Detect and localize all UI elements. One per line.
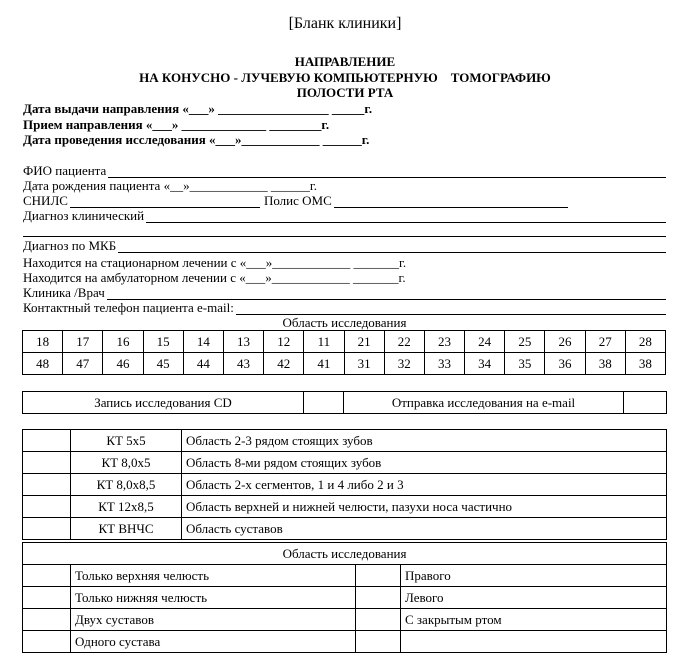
- mkb-diagnosis-label: Диагноз по МКБ: [23, 238, 117, 253]
- tooth-cell[interactable]: 12: [264, 331, 304, 353]
- area-left-label: Двух суставов: [71, 609, 356, 631]
- tooth-cell[interactable]: 43: [223, 353, 263, 375]
- ct-option-checkbox[interactable]: [23, 452, 71, 474]
- ct-option-checkbox[interactable]: [23, 430, 71, 452]
- contact-label: Контактный телефон пациента e-mail:: [23, 300, 234, 315]
- tooth-cell[interactable]: 25: [505, 331, 545, 353]
- ct-option-size: КТ 12х8,5: [71, 496, 182, 518]
- delivery-table: [22, 391, 667, 414]
- ct-option-size: КТ 8,0х5: [71, 452, 182, 474]
- clinical-diagnosis-label: Диагноз клинический: [23, 208, 145, 223]
- ct-option-checkbox[interactable]: [23, 496, 71, 518]
- tooth-cell[interactable]: 15: [143, 331, 183, 353]
- issue-date-line: Дата выдачи направления «___» _________________ _____г.: [23, 101, 373, 116]
- outpatient-label: Находится на амбулаторном лечении с «___»____________ _______г.: [23, 270, 406, 285]
- area-right-checkbox[interactable]: [356, 587, 401, 609]
- tooth-cell[interactable]: 34: [465, 353, 505, 375]
- mkb-diagnosis-field[interactable]: [23, 238, 666, 253]
- tooth-cell[interactable]: 41: [304, 353, 344, 375]
- area-left-checkbox[interactable]: [23, 587, 71, 609]
- ct-option-desc: Область верхней и нижней челюсти, пазухи носа частично: [182, 496, 667, 518]
- area-left-checkbox[interactable]: [23, 631, 71, 653]
- tooth-cell[interactable]: 31: [344, 353, 384, 375]
- tooth-cell[interactable]: 47: [63, 353, 103, 375]
- tooth-cell[interactable]: 17: [63, 331, 103, 353]
- snils-label: СНИЛС: [23, 193, 68, 208]
- ct-options-table: [22, 429, 667, 540]
- form-subtitle-2: ПОЛОСТИ РТА: [296, 85, 394, 100]
- email-option-label: Отправка исследования на e-mail: [344, 392, 624, 414]
- tooth-cell[interactable]: 45: [143, 353, 183, 375]
- area-right-label: Левого: [401, 587, 667, 609]
- area-right-checkbox[interactable]: [356, 565, 401, 587]
- ct-option-row: [23, 496, 667, 518]
- clinic-blank-placeholder: [Бланк клиники]: [288, 15, 402, 32]
- teeth-area-label: Область исследования: [282, 315, 407, 330]
- inpatient-label: Находится на стационарном лечении с «___»____________ _______г.: [23, 255, 407, 270]
- lower-teeth-row: [23, 353, 666, 375]
- form-title: НАПРАВЛЕНИЕ: [294, 54, 396, 69]
- area-left-checkbox[interactable]: [23, 565, 71, 587]
- tooth-cell[interactable]: 18: [23, 331, 63, 353]
- upper-teeth-row: [23, 331, 666, 353]
- patient-name-field[interactable]: [23, 163, 666, 178]
- cd-option-checkbox[interactable]: [304, 392, 344, 414]
- ct-option-desc: Область 2-х сегментов, 1 и 4 либо 2 и 3: [182, 474, 667, 496]
- tooth-cell[interactable]: 48: [23, 353, 63, 375]
- area-left-checkbox[interactable]: [23, 609, 71, 631]
- tooth-cell[interactable]: 33: [424, 353, 464, 375]
- ct-option-size: КТ 8,0х8,5: [71, 474, 182, 496]
- clinical-diagnosis-field[interactable]: [23, 208, 666, 223]
- tooth-cell[interactable]: 36: [545, 353, 585, 375]
- tooth-cell[interactable]: 38: [585, 353, 625, 375]
- form-subtitle: НА КОНУСНО - ЛУЧЕВУЮ КОМПЬЮТЕРНУЮ ТОМОГРАФИЮ: [139, 70, 551, 85]
- area-right-checkbox[interactable]: [356, 609, 401, 631]
- ct-option-desc: Область 8-ми рядом стоящих зубов: [182, 452, 667, 474]
- tooth-cell[interactable]: 14: [183, 331, 223, 353]
- tooth-cell[interactable]: 11: [304, 331, 344, 353]
- ct-option-checkbox[interactable]: [23, 518, 71, 540]
- area-row: [23, 609, 667, 631]
- tooth-cell[interactable]: 32: [384, 353, 424, 375]
- patient-dob-label: Дата рождения пациента «__»____________ ______г.: [23, 178, 317, 193]
- inpatient-field[interactable]: [23, 255, 406, 270]
- ct-option-checkbox[interactable]: [23, 474, 71, 496]
- area-right-checkbox[interactable]: [356, 631, 401, 653]
- ct-option-row: [23, 518, 667, 540]
- tooth-cell[interactable]: 44: [183, 353, 223, 375]
- ct-option-row: [23, 474, 667, 496]
- area-right-label: С закрытым ртом: [401, 609, 667, 631]
- tooth-cell[interactable]: 22: [384, 331, 424, 353]
- tooth-cell[interactable]: 46: [103, 353, 143, 375]
- area-row: [23, 587, 667, 609]
- patient-dob-field[interactable]: [23, 178, 317, 193]
- area-label: Область исследования: [23, 543, 667, 565]
- area-table: [22, 542, 667, 653]
- oms-label: Полис ОМС: [263, 193, 332, 208]
- ct-option-desc: Область 2-3 рядом стоящих зубов: [182, 430, 667, 452]
- ct-option-size: КТ ВНЧС: [71, 518, 182, 540]
- ct-option-row: [23, 452, 667, 474]
- clinic-doctor-label: Клиника /Врач: [23, 285, 105, 300]
- patient-name-label: ФИО пациента: [23, 163, 107, 178]
- cd-option-label: Запись исследования CD: [23, 392, 304, 414]
- tooth-cell[interactable]: 27: [585, 331, 625, 353]
- tooth-cell[interactable]: 26: [545, 331, 585, 353]
- teeth-table: [22, 330, 666, 375]
- snils-oms-field[interactable]: [23, 193, 568, 208]
- tooth-cell[interactable]: 24: [465, 331, 505, 353]
- study-date-line: Дата проведения исследования «___»____________ ______г.: [23, 132, 370, 147]
- ct-option-row: [23, 430, 667, 452]
- tooth-cell[interactable]: 16: [103, 331, 143, 353]
- reception-date-line: Прием направления «___» _____________ ________г.: [23, 117, 330, 132]
- tooth-cell[interactable]: 38: [625, 353, 665, 375]
- tooth-cell[interactable]: 23: [424, 331, 464, 353]
- area-left-label: Только нижняя челюсть: [71, 587, 356, 609]
- diagnosis-extra-line: [23, 236, 666, 237]
- tooth-cell[interactable]: 21: [344, 331, 384, 353]
- ct-option-desc: Область суставов: [182, 518, 667, 540]
- area-right-label: Правого: [401, 565, 667, 587]
- area-row: [23, 631, 667, 653]
- outpatient-field[interactable]: [23, 270, 406, 285]
- area-left-label: Только верхняя челюсть: [71, 565, 356, 587]
- tooth-cell[interactable]: 28: [625, 331, 665, 353]
- area-right-label: [401, 631, 667, 653]
- tooth-cell[interactable]: 42: [264, 353, 304, 375]
- tooth-cell[interactable]: 35: [505, 353, 545, 375]
- contact-field[interactable]: [23, 300, 666, 315]
- ct-option-size: КТ 5х5: [71, 430, 182, 452]
- email-option-checkbox[interactable]: [624, 392, 667, 414]
- tooth-cell[interactable]: 13: [223, 331, 263, 353]
- area-left-label: Одного сустава: [71, 631, 356, 653]
- clinic-doctor-field[interactable]: [23, 285, 666, 300]
- area-row: [23, 565, 667, 587]
